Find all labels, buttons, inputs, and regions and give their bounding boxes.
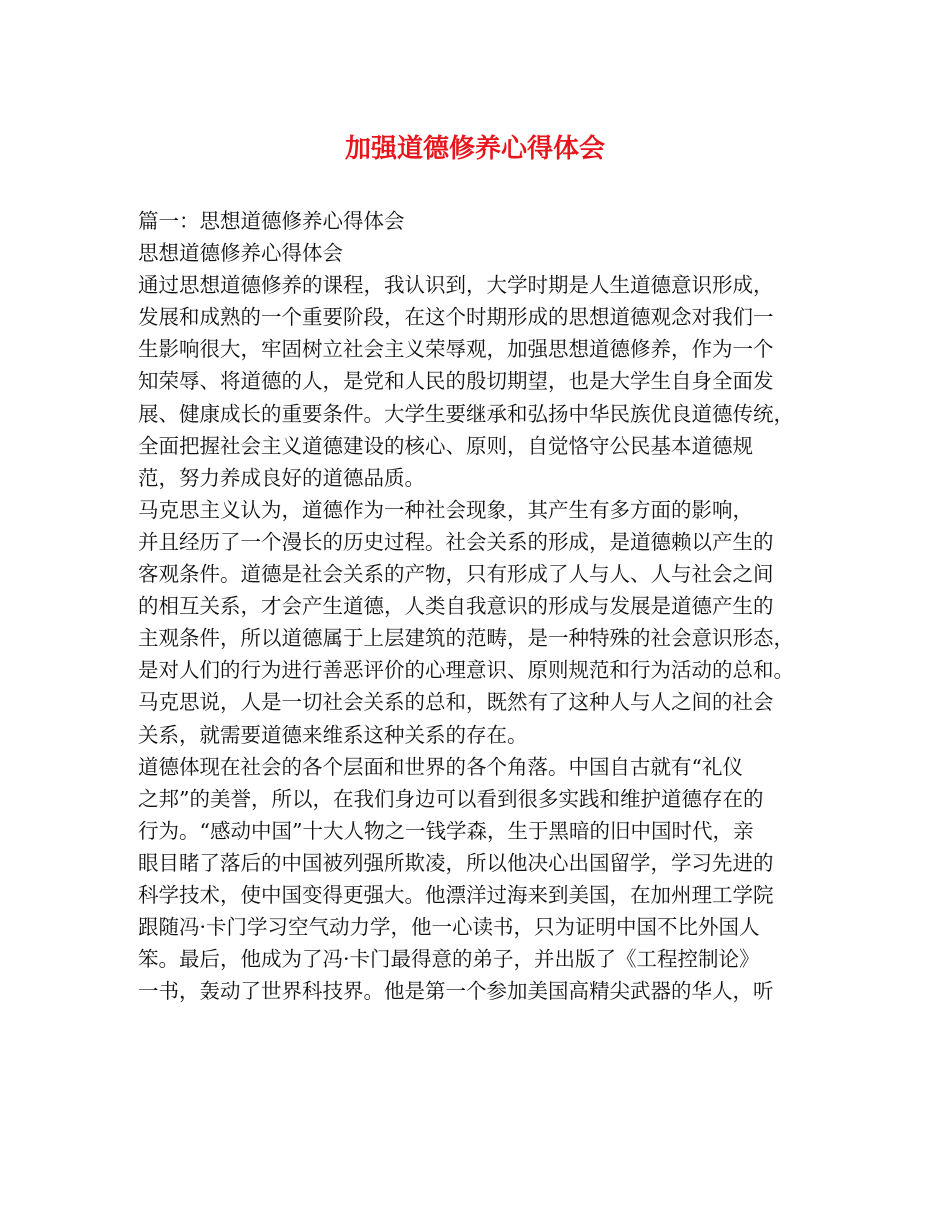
text-line: 并且经历了一个漫长的历史过程。社会关系的形成，是道德赖以产生的	[138, 529, 774, 554]
text-line: 生影响很大，牢固树立社会主义荣辱观，加强思想道德修养，作为一个	[138, 337, 774, 362]
text-line: 发展和成熟的一个重要阶段，在这个时期形成的思想道德观念对我们一	[138, 305, 774, 330]
text-line: 篇一：思想道德修养心得体会	[138, 209, 405, 233]
text-line: 展、健康成长的重要条件。大学生要继承和弘扬中华民族优良道德传统，	[138, 401, 794, 426]
text-line: 思想道德修养心得体会	[138, 241, 343, 266]
text-line: 马克思说，人是一切社会关系的总和，既然有了这种人与人之间的社会	[138, 690, 774, 715]
text-line: 一书，轰动了世界科技界。他是第一个参加美国高精尖武器的华人，听	[138, 979, 774, 1004]
text-line: 通过思想道德修养的课程，我认识到，大学时期是人生道德意识形成，	[138, 273, 774, 298]
text-line: 跟随冯·卡门学习空气动力学，他一心读书，只为证明中国不比外国人	[138, 915, 760, 940]
text-line: 笨。最后，他成为了冯·卡门最得意的弟子，并出版了《工程控制论》	[138, 947, 760, 972]
text-line: 眼目睹了落后的中国被列强所欺凌，所以他决心出国留学，学习先进的	[138, 850, 774, 875]
text-line: 的相互关系，才会产生道德，人类自我意识的形成与发展是道德产生的	[138, 594, 774, 619]
text-line: 马克思主义认为，道德作为一种社会现象，其产生有多方面的影响，	[138, 497, 753, 522]
document-title: 加强道德修养心得体会	[344, 134, 605, 164]
document-body	[138, 205, 838, 1007]
text-line: 关系，就需要道德来维系这种关系的存在。	[138, 722, 528, 747]
text-line: 客观条件。道德是社会关系的产物，只有形成了人与人、人与社会之间	[138, 562, 774, 587]
text-line: 全面把握社会主义道德建设的核心、原则，自觉恪守公民基本道德规	[138, 433, 753, 458]
text-line: 科学技术，使中国变得更强大。他漂洋过海来到美国，在加州理工学院	[138, 882, 774, 907]
text-line: 道德体现在社会的各个层面和世界的各个角落。中国自古就有“礼仪	[138, 754, 743, 779]
text-line: 之邦”的美誉，所以，在我们身边可以看到很多实践和维护道德存在的	[138, 786, 764, 811]
text-line: 主观条件，所以道德属于上层建筑的范畴，是一种特殊的社会意识形态，	[138, 626, 794, 651]
text-line: 范，努力养成良好的道德品质。	[138, 465, 425, 490]
text-line: 是对人们的行为进行善恶评价的心理意识、原则规范和行为活动的总和。	[138, 658, 794, 683]
text-line: 行为。“感动中国”十大人物之一钱学森，生于黑暗的旧中国时代，亲	[138, 818, 754, 843]
text-line: 知荣辱、将道德的人，是党和人民的殷切期望，也是大学生自身全面发	[138, 369, 774, 394]
